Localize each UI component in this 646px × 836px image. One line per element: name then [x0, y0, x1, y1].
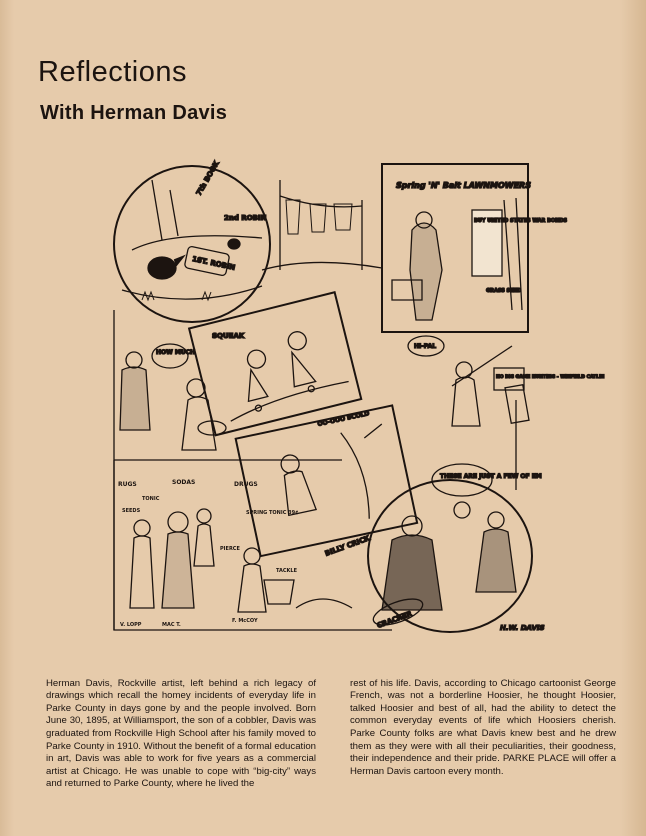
street-sign-rugs: RUGS: [118, 481, 137, 488]
panel-store-seed-sign: GRASS SEED: [486, 288, 522, 294]
article-column-2: rest of his life. Davis, according to Chicago cartoonist George French, was not a borderline Hoosier, he thought Hoosier, talked Hoosier and best of all, had the ability to detect the common everyday events of life which Hoosiers cherish. Parke County folks are what Davis knew best and he drew them as they were with all their peculiarities, their goodness, their independence and their pride. PARKE PLACE will offer a Herman Davis cartoon every month.: [350, 677, 616, 777]
panel-scold-caption: BILLY CRICK: [323, 534, 371, 558]
street-sign-seeds: SEEDS: [122, 508, 141, 514]
panel-store-sign: Spring 'N' Bait LAWNMOWERS: [396, 181, 531, 190]
panel-skate-sound: SQUEAK: [212, 332, 245, 340]
panel-cracker-barrel-label: CRACKER: [375, 609, 414, 630]
street-sign-sodas: SODAS: [172, 479, 196, 486]
page-subtitle: With Herman Davis: [40, 102, 228, 124]
panel-robins-sign: 7th BOOK: [194, 159, 221, 197]
panel-scold: [236, 405, 417, 556]
panel-robins-bird2-label: 2nd ROBIN: [224, 214, 267, 222]
panel-cracker-bubble: THESE ARE JUST A FEW OF EM: [440, 473, 542, 480]
panel-scold-bubble: OO-OOO SCOLD: [316, 410, 371, 428]
panel-cracker: [368, 480, 532, 632]
herman-davis-cartoon: [112, 159, 605, 640]
page-title: Reflections: [38, 56, 187, 88]
street-name-mact: MAC T.: [162, 622, 181, 628]
panel-hunter-sign: NO BIG GAME HUNTING - WINFIELD CATLIN: [496, 375, 605, 380]
clothesline-scene: [262, 180, 382, 270]
panel-robins-bird1-label: 1ST. ROBIN: [191, 254, 236, 272]
artist-signature: H.W. DAVIS: [500, 624, 545, 632]
street-sign-pierce: PIERCE: [220, 546, 240, 552]
panel-robins: [114, 166, 270, 322]
panel-shopping-bubble: HOW MUCH: [156, 349, 196, 356]
panel-store-poster: BUY UNITED STATES WAR BONDS: [474, 218, 568, 224]
street-sign-drugs: DRUGS: [234, 481, 258, 488]
panel-hunter-bubble: HI-PAL: [414, 343, 437, 350]
street-sign-tackle: TACKLE: [276, 568, 298, 574]
street-name-vlopp: V. LOPP: [120, 622, 142, 628]
panel-hunter: [408, 336, 529, 490]
street-sign-tonic: TONIC: [142, 496, 160, 502]
article-column-1: Herman Davis, Rockville artist, left behind a rich legacy of drawings which recall the homey incidents of everyday life in Parke County in days gone by and the people involved. Born June 30, 1895, at Williamsport, the son of a cobbler, Davis was graduated from Rockville High School after his family moved to Parke County in 1910. Without the benefit of a formal education in art, Davis was able to work for five years as a commercial artist at Chicago. He was unable to cope with “big-city” ways and returned to Parke County, where he lived the: [46, 677, 316, 790]
street-sign-spring-tonic: SPRING TONIC 39¢: [246, 510, 299, 516]
street-name-fmccoy: F. McCOY: [232, 618, 258, 624]
panel-skate: [189, 292, 361, 435]
